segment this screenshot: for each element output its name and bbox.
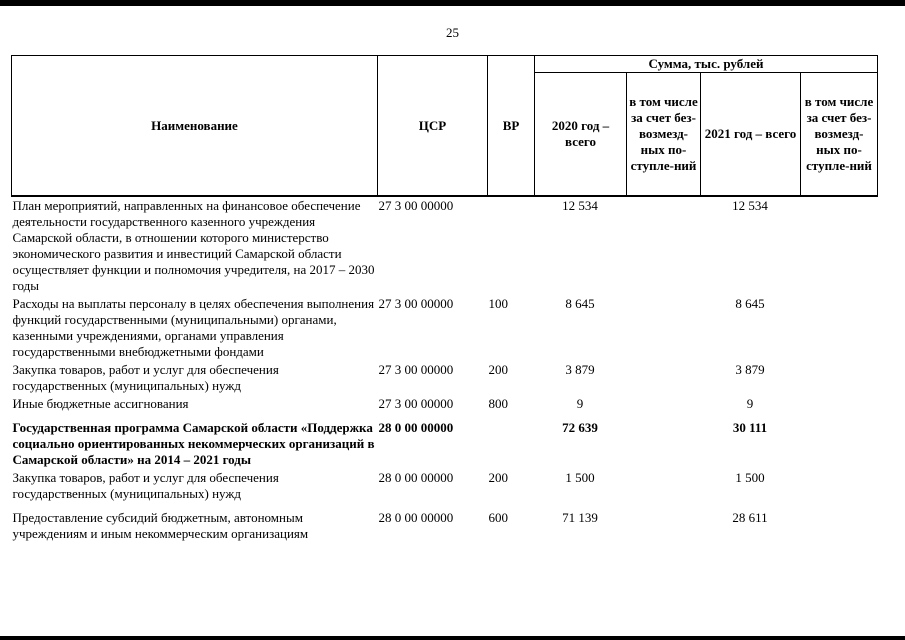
header-sum-group: Сумма, тыс. рублей [535,56,878,73]
row-2021-gratuitous [801,295,878,361]
table-row [12,395,878,413]
header-csr: ЦСР [378,56,488,197]
table-row [12,503,878,543]
row-2021-total: 1 500 [735,470,765,485]
row-2021-total: 30 111 [732,420,768,435]
row-2021-gratuitous [801,469,878,503]
row-2020-gratuitous [627,503,701,543]
row-2020-total: 3 879 [565,362,595,377]
row-csr: 28 0 00 00000 [378,510,454,525]
budget-table [11,55,878,543]
row-2020-total: 1 500 [565,470,595,485]
row-2020-total: 8 645 [565,296,595,311]
row-vr: 600 [488,510,508,525]
row-csr: 27 3 00 00000 [378,362,454,377]
table-header [12,56,878,197]
bottom-border [0,636,905,640]
row-2020-gratuitous [627,196,701,295]
row-2021-total: 8 645 [735,296,765,311]
row-2021-gratuitous [801,196,878,295]
row-csr: 27 3 00 00000 [378,198,454,213]
row-2020-total: 71 139 [562,510,598,525]
row-2020-gratuitous [627,413,701,469]
table-row [12,469,878,503]
row-vr [488,196,535,295]
row-name: План мероприятий, направленных на финансовое обеспечение деятельности государственного казенного учреждения Самарской области, в отношении которого министерство экономического развития и инвестиций Самарской области осуществляет функции и полномочия учредителя, на 2017 – 2030 годы [12,198,375,293]
row-vr: 100 [488,296,508,311]
row-2021-total: 9 [746,396,754,411]
row-2021-total: 28 611 [732,510,768,525]
header-2020-total: 2020 год – всего [535,73,627,197]
row-2021-gratuitous [801,395,878,413]
row-csr: 27 3 00 00000 [378,396,454,411]
header-name: Наименование [12,56,378,197]
row-2020-total: 9 [576,396,584,411]
row-name: Государственная программа Самарской области «Поддержка социально ориентированных некоммерческих организаций в Самарской области» на 2014 – 2021 годы [12,420,375,467]
page-number: 25 [446,25,459,40]
row-csr: 28 0 00 00000 [378,470,454,485]
row-2021-gratuitous [801,361,878,395]
row-name: Расходы на выплаты персоналу в целях обеспечения выполнения функций государственными (муниципальными) органами, казенными учреждениями, органами управления государственными внебюджетными фондами [12,296,375,359]
header-2021-gratuitous: в том числе за счет без-возмезд-ных по-ступле-ний [801,73,878,197]
table-row [12,361,878,395]
table-row [12,196,878,295]
row-2021-gratuitous [801,503,878,543]
header-2021-total: 2021 год – всего [701,73,801,197]
row-2021-total: 3 879 [735,362,765,377]
row-2021-gratuitous [801,413,878,469]
row-2020-total: 72 639 [562,420,598,435]
row-2020-gratuitous [627,395,701,413]
row-name: Иные бюджетные ассигнования [12,396,189,411]
row-vr: 200 [488,470,508,485]
top-border [0,0,905,6]
row-2020-gratuitous [627,295,701,361]
table-row-program [12,413,878,469]
row-vr [488,413,535,469]
row-name: Закупка товаров, работ и услуг для обеспечения государственных (муниципальных) нужд [12,362,279,393]
row-2021-total: 12 534 [732,198,768,213]
row-name: Предоставление субсидий бюджетным, автономным учреждениям и иным некоммерческим организациям [12,510,309,541]
header-vr: ВР [488,56,535,197]
header-2020-gratuitous: в том числе за счет без-возмезд-ных по-ступле-ний [627,73,701,197]
row-2020-gratuitous [627,469,701,503]
row-2020-gratuitous [627,361,701,395]
table-row [12,295,878,361]
row-2020-total: 12 534 [562,198,598,213]
table-body [12,196,878,543]
row-vr: 800 [488,396,508,411]
row-csr: 27 3 00 00000 [378,296,454,311]
row-csr: 28 0 00 00000 [378,420,454,435]
row-name: Закупка товаров, работ и услуг для обеспечения государственных (муниципальных) нужд [12,470,279,501]
row-vr: 200 [488,362,508,377]
